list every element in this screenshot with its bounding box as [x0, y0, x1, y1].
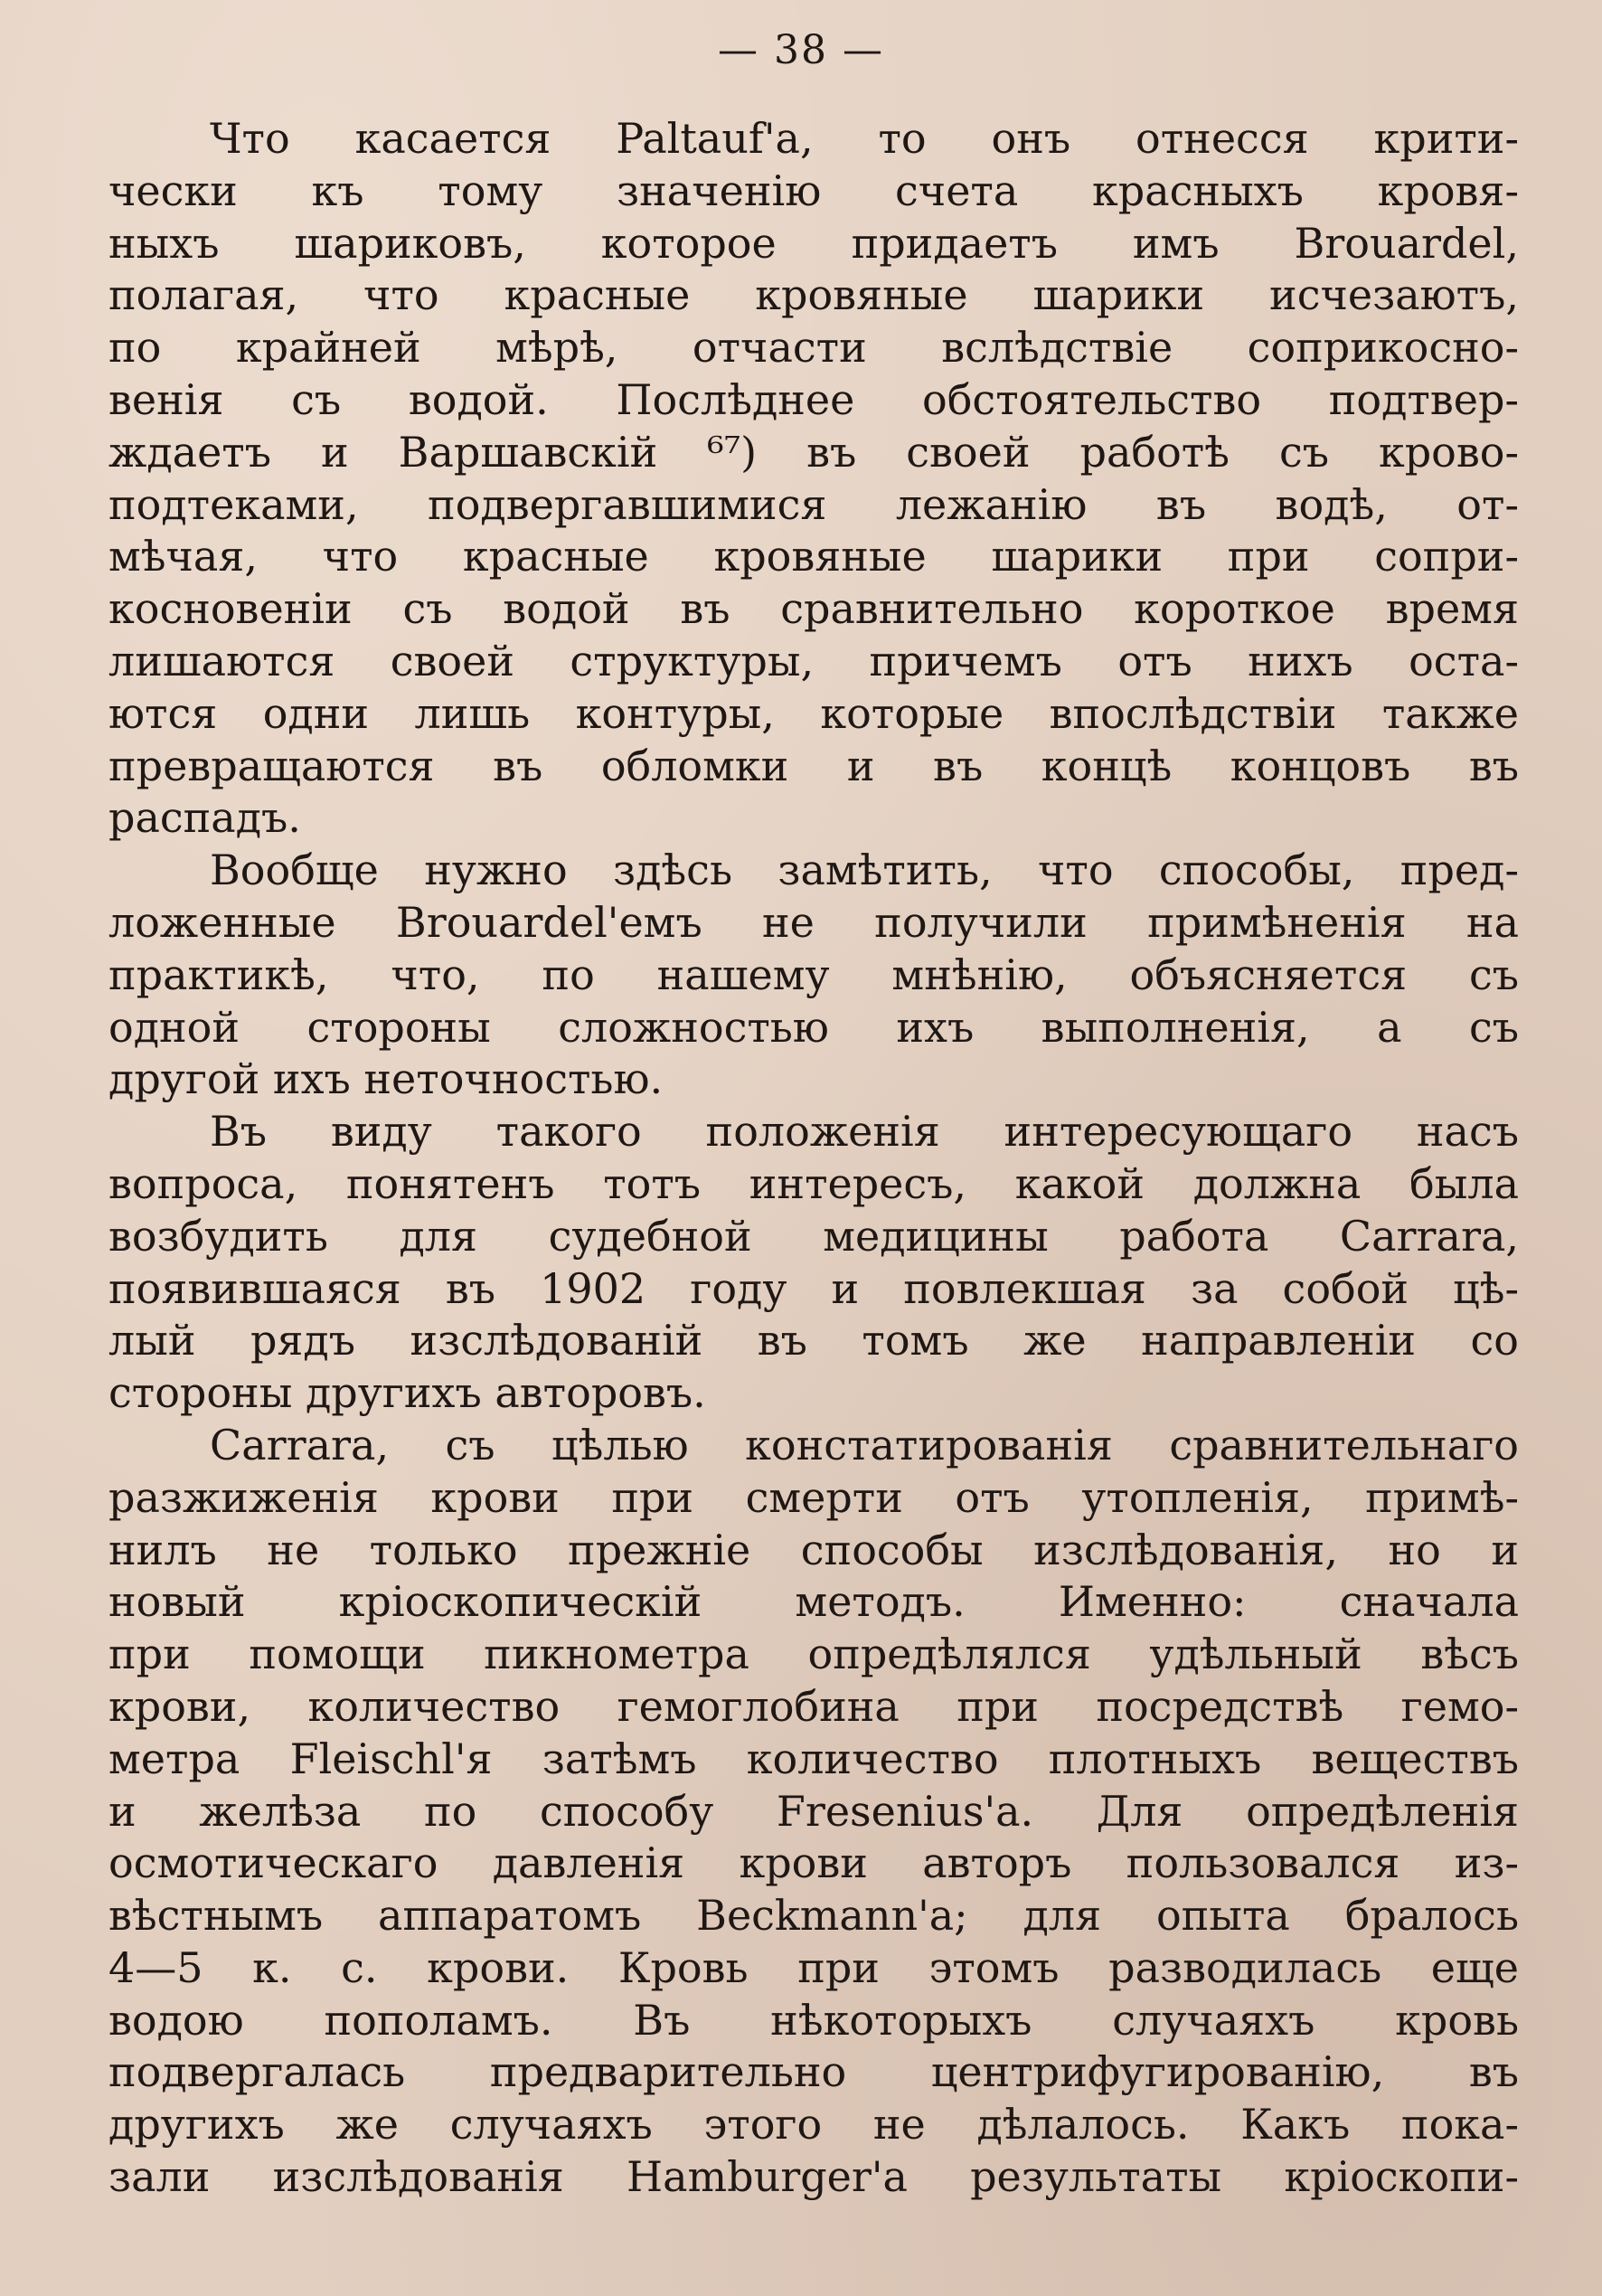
text-line: распадъ. [108, 793, 301, 843]
text-line: подтеками, подвергавшимися лежанію въ водѣ, от- [108, 479, 1519, 529]
text-line: венія съ водой. Послѣднее обстоятельство подтвер- [108, 374, 1519, 424]
text-line: одной стороны сложностью ихъ выполненія, а съ [108, 1002, 1519, 1052]
text-line: появившаяся въ 1902 году и повлекшая за собой цѣ- [108, 1263, 1519, 1313]
text-line: ются одни лишь контуры, которые впослѣдствіи также [108, 688, 1519, 738]
text-line: Что касается Paltauf'a, то онъ отнесся крити- [210, 114, 1519, 163]
text-line: стороны другихъ авторовъ. [108, 1368, 706, 1418]
text-line: ждаетъ и Варшавскій ⁶⁷) въ своей работѣ съ крово- [108, 427, 1519, 477]
page-number: — 38 — [718, 27, 884, 73]
text-line: Carrara, съ цѣлью констатированія сравнительнаго [210, 1420, 1519, 1469]
text-line: вопроса, понятенъ тотъ интересъ, какой должна была [108, 1158, 1519, 1208]
text-line: водою пополамъ. Въ нѣкоторыхъ случаяхъ кровь [108, 1995, 1519, 2045]
text-line: мѣчая, что красные кровяные шарики при сопри- [108, 532, 1519, 581]
text-line: практикѣ, что, по нашему мнѣнію, объясняется съ [108, 950, 1519, 999]
text-line: другихъ же случаяхъ этого не дѣлалось. Какъ пока- [108, 2100, 1519, 2150]
text-line: нилъ не только прежніе способы изслѣдованія, но и [108, 1525, 1519, 1574]
text-line: осмотическаго давленія крови авторъ пользовался из- [108, 1838, 1519, 1888]
text-line: полагая, что красные кровяные шарики исчезаютъ, [108, 270, 1519, 320]
text-line: ныхъ шариковъ, которое придаетъ имъ Brouardel, [108, 218, 1519, 268]
text-line: крови, количество гемоглобина при посредствѣ гемо- [108, 1681, 1519, 1731]
text-line: Вообще нужно здѣсь замѣтить, что способы, пред- [210, 846, 1519, 895]
text-line: Въ виду такого положенія интересующаго насъ [210, 1107, 1519, 1157]
text-line: зали изслѣдованія Hamburger'a результаты кріоскопи- [108, 2152, 1519, 2202]
text-line: метра Fleischl'я затѣмъ количество плотныхъ веществъ [108, 1734, 1519, 1783]
text-line: и желѣза по способу Fresenius'a. Для опредѣленія [108, 1786, 1519, 1836]
text-line: возбудить для судебной медицины работа Carrara, [108, 1211, 1519, 1261]
text-line: другой ихъ неточностью. [108, 1054, 664, 1104]
text-line: чески къ тому значенію счета красныхъ кровя- [108, 165, 1519, 215]
text-line: ложенные Brouardel'емъ не получили примѣненія на [108, 897, 1519, 947]
text-line: лый рядъ изслѣдованій въ томъ же направленіи со [108, 1316, 1519, 1365]
body-text [108, 113, 1519, 2204]
text-line: лишаются своей структуры, причемъ отъ нихъ оста- [108, 636, 1519, 685]
text-line: вѣстнымъ аппаратомъ Beckmann'a; для опыта бралось [108, 1891, 1519, 1941]
text-line: при помощи пикнометра опредѣлялся удѣльный вѣсъ [108, 1630, 1519, 1679]
text-line: подвергалась предварительно центрифугированію, въ [108, 2047, 1519, 2097]
text-line: косновеніи съ водой въ сравнительно короткое время [108, 584, 1519, 634]
text-line: новый кріоскопическій методъ. Именно: сначала [108, 1577, 1519, 1627]
text-line: 4—5 к. с. крови. Кровь при этомъ разводилась еще [108, 1942, 1519, 1992]
text-line: превращаются въ обломки и въ концѣ концовъ въ [108, 741, 1519, 790]
text-line: по крайней мѣрѣ, отчасти вслѣдствіе соприкосно- [108, 323, 1519, 373]
text-line: разжиженія крови при смерти отъ утопленія, примѣ- [108, 1472, 1519, 1522]
